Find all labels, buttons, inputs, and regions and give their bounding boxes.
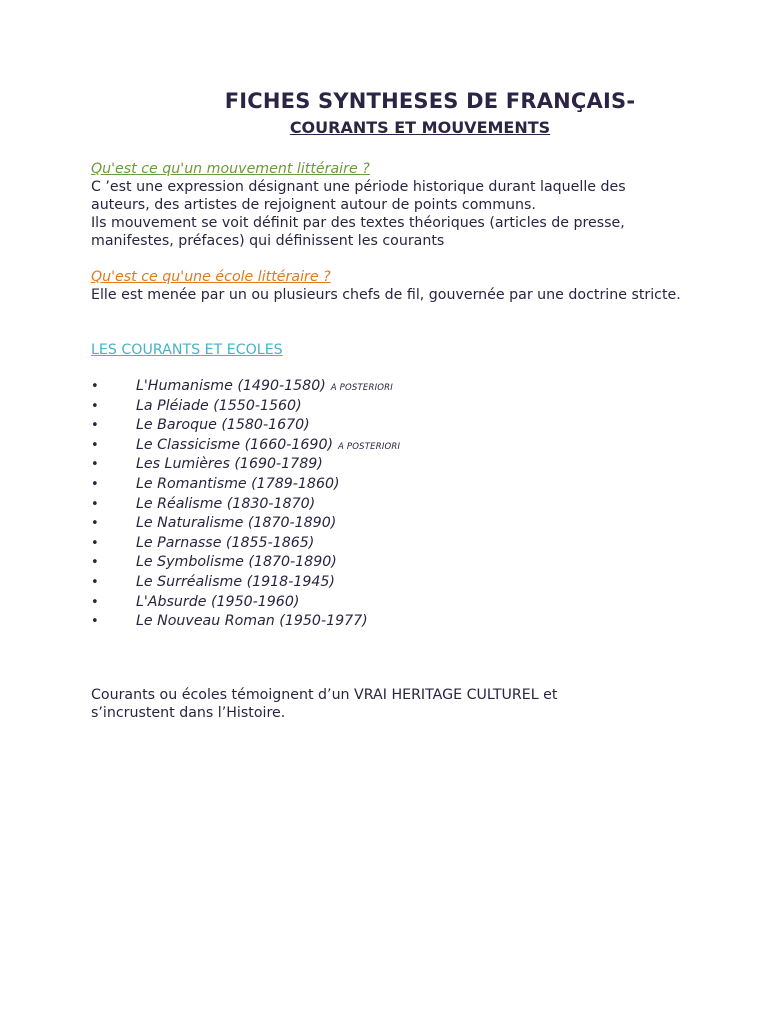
bullet-icon: • <box>91 496 99 512</box>
list-item <box>91 377 691 397</box>
conclusion-line: s’incrustent dans l’Histoire. <box>91 705 286 721</box>
list-item-text <box>136 534 314 554</box>
list-item <box>91 553 691 573</box>
list-item-tag: A POSTERIORI <box>338 441 401 452</box>
paragraph-line: auteurs, des artistes de rejoignent autour de points communs. <box>91 197 536 213</box>
courants-list <box>91 377 691 632</box>
list-item-label: La Pléiade (1550-1560) <box>136 397 302 414</box>
list-item-label: L'Humanisme (1490-1580) <box>136 378 326 394</box>
question-school: Qu'est ce qu'une école littéraire ? <box>91 269 331 285</box>
bullet-icon: • <box>91 555 99 571</box>
list-item-label: Les Lumières (1690-1789) <box>136 456 323 473</box>
list-item-text <box>136 495 315 515</box>
list-item-label: Le Classicisme (1660-1690) <box>136 436 334 453</box>
list-item <box>91 534 691 554</box>
bullet-icon: • <box>91 398 99 414</box>
list-item-text <box>136 553 337 573</box>
list-item-text <box>136 455 323 475</box>
list-item-label: Le Symbolisme (1870-1890) <box>136 554 337 571</box>
list-item-text <box>136 377 393 399</box>
bullet-icon: • <box>91 437 99 453</box>
bullet-icon: • <box>91 418 99 434</box>
list-item-text <box>136 397 302 417</box>
document-title: FICHES SYNTHESES DE FRANÇAIS- <box>224 89 636 113</box>
bullet-icon: • <box>91 476 99 492</box>
paragraph-line: C ’est une expression désignant une période historique durant laquelle des <box>91 179 626 195</box>
bullet-icon: • <box>91 594 99 610</box>
document-subtitle: COURANTS ET MOUVEMENTS <box>289 118 551 137</box>
list-item-tag: A POSTERIORI <box>330 383 393 393</box>
list-item-text <box>136 436 400 458</box>
list-item-text <box>136 514 336 534</box>
bullet-icon: • <box>91 379 99 394</box>
list-item <box>91 397 691 417</box>
question-movement: Qu'est ce qu'un mouvement littéraire ? <box>91 161 370 177</box>
section-courants-heading-block <box>91 341 751 359</box>
list-item <box>91 612 691 632</box>
bullet-icon: • <box>91 574 99 590</box>
list-item-text <box>136 416 310 436</box>
list-item-label: Le Naturalisme (1870-1890) <box>136 515 337 532</box>
bullet-icon: • <box>91 457 99 473</box>
list-item-text <box>136 593 299 613</box>
conclusion <box>91 686 751 722</box>
section-movement <box>91 160 751 250</box>
bullet-icon: • <box>91 614 99 630</box>
list-item-label: Le Baroque (1580-1670) <box>136 417 310 434</box>
list-item <box>91 436 691 456</box>
list-item-text <box>136 573 335 593</box>
list-item-label: Le Romantisme (1789-1860) <box>136 475 340 492</box>
paragraph-line: manifestes, préfaces) qui définissent les courants <box>91 233 445 249</box>
list-item <box>91 475 691 495</box>
list-item <box>91 416 691 436</box>
list-item-label: L'Absurde (1950-1960) <box>136 593 300 610</box>
list-item-label: Le Réalisme (1830-1870) <box>136 495 316 512</box>
bullet-icon: • <box>91 516 99 532</box>
section-heading-courants: LES COURANTS ET ECOLES <box>91 342 283 358</box>
list-item-text <box>136 475 340 495</box>
list-item <box>91 514 691 534</box>
list-item <box>91 455 691 475</box>
list-item-text <box>136 612 368 632</box>
list-item <box>91 593 691 613</box>
paragraph-line: Elle est menée par un ou plusieurs chefs de fil, gouvernée par une doctrine stricte. <box>91 287 681 303</box>
conclusion-line: Courants ou écoles témoignent d’un VRAI HERITAGE CULTUREL et <box>91 687 558 703</box>
section-school <box>91 268 751 304</box>
list-item-label: Le Parnasse (1855-1865) <box>136 534 315 551</box>
bullet-icon: • <box>91 535 99 551</box>
list-item-label: Le Nouveau Roman (1950-1977) <box>136 613 368 630</box>
paragraph-line: Ils mouvement se voit définit par des textes théoriques (articles de presse, <box>91 215 625 231</box>
list-item <box>91 495 691 515</box>
list-item-label: Le Surréalisme (1918-1945) <box>136 573 335 590</box>
list-item <box>91 573 691 593</box>
